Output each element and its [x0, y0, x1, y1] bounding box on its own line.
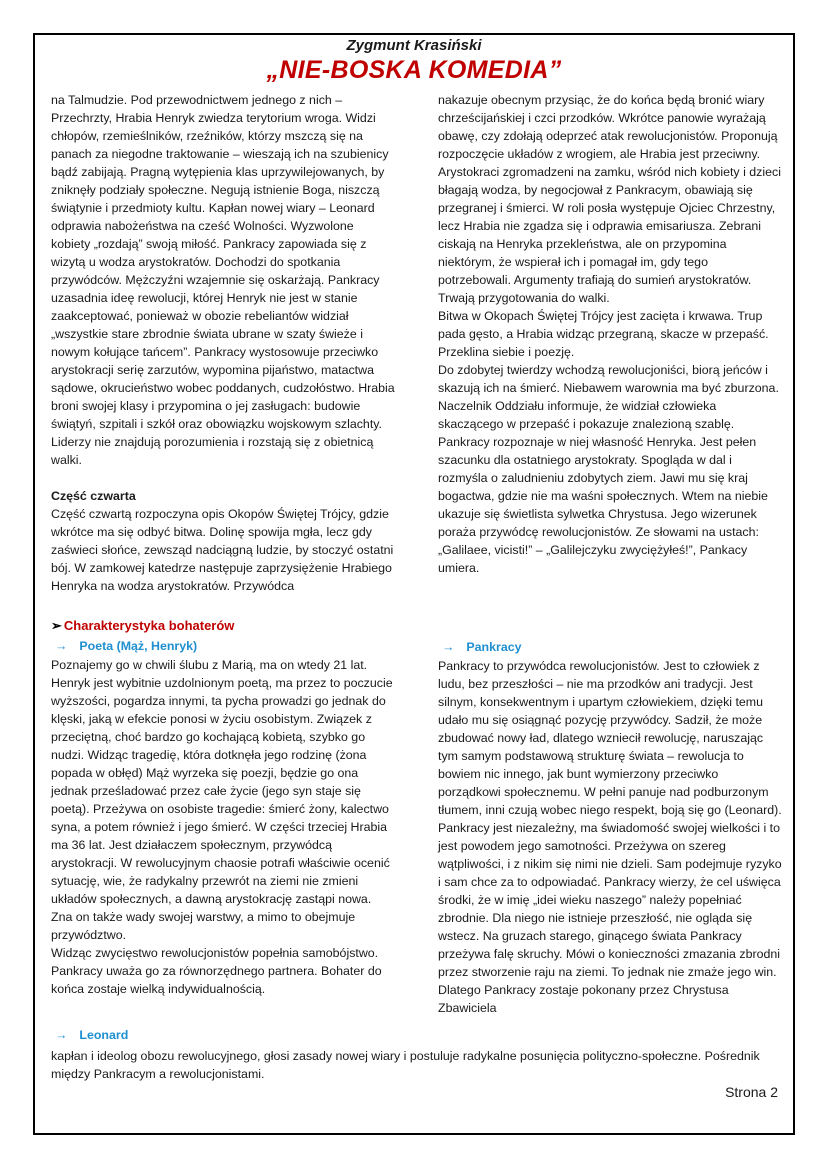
- right-arrow-icon: →: [55, 1028, 68, 1042]
- character-heading-label: Pankracy: [466, 640, 522, 654]
- paragraph: na Talmudzie. Pod przewodnictwem jednego z nich – Przechrzty, Hrabia Henryk zwiedza terytorium wroga. Widzi chłopów, rzemieślników, rzeźników, którzy mszczą się na panach za niegodne traktowanie – wieszają ich na szubienicy bądź zabijają. Pragną wytępienia klas uprzywilejowanych, by zniknęły podziały społeczne. Negują istnienie Boga, niszczą świątynie i przedmioty kultu. Kapłan nowej wiary – Leonard odprawia nabożeństwa na cześć Wolności. Wyzwolone kobiety „rozdają” swoją miłość. Pankracy zapowiada się z wizytą u wodza arystokratów. Dochodzi do spotkania przywódców. Mężczyźni wzajemnie się oskarżają. Pankracy uzasadnia ideę rewolucji, której Henryk nie jest w stanie zaakceptować, ponieważ w obozie rebeliantów widział „wszystkie stare zbrodnie świata ubrane w szaty świeże i nowym kołujące tańcem”. Pankracy wystosowuje przeciwko arystokracji serię zarzutów, wypomina pijaństwo, matactwa sądowe, okrucieństwo wobec poddanych, cudzołóstwo. Hrabia broni swojej klasy i przypomina o jej zasługach: budowie świątyń, szpitali i szkół oraz obowiązku wojskowym szlachty. Liderzy nie znajdują porozumienia i rozstają się z obietnicą walki.: [51, 93, 395, 467]
- author-name: Zygmunt Krasiński: [346, 37, 482, 54]
- leonard-section: [51, 1025, 781, 1095]
- character-heading-label: Leonard: [79, 1028, 129, 1042]
- character-heading-label: Poeta (Mąż, Henryk): [79, 639, 198, 653]
- paragraph: nakazuje obecnym przysiąc, że do końca będą bronić wiary chrześcijańskiej i czci przodków. Wkrótce panowie wyrażają obawę, czy zdołają odeprzeć atak rewolucjonistów. Proponują rozpoczęcie układów z wrogiem, ale Hrabia jest przeciwny.: [438, 93, 778, 161]
- characters-heading: [51, 616, 396, 636]
- right-column-top: [438, 91, 783, 577]
- right-arrow-icon: →: [55, 639, 68, 653]
- bullet-arrow-icon: ➢: [51, 618, 62, 633]
- paragraph: kapłan i ideolog obozu rewolucyjnego, głosi zasady nowej wiary i postuluje radykalne posunięcia polityczno-społeczne. Pośrednik między Pankracym a rewolucjonistami.: [51, 1049, 760, 1081]
- right-column-bottom: [438, 637, 783, 1017]
- paragraph: Arystokraci zgromadzeni na zamku, wśród nich kobiety i dzieci błagają wodza, by negocjował z Pankracym, obawiają się przegranej i śmierci. W roli posła występuje Ojciec Chrzestny, lecz Hrabia nie zgadza się i odprawia emisariusza. Zebrani ciskają na Henryka przekleństwa, ale on przypomina niektórym, że wspierał ich i pomagał im, gdy tego potrzebowali. Argumenty trafiają do sumień arystokratów. Trwają przygotowania do walki.: [438, 165, 781, 305]
- paragraph: Bitwa w Okopach Świętej Trójcy jest zacięta i krwawa. Trup pada gęsto, a Hrabia widząc przegraną, skacze w przepaść. Przeklina siebie i poezję.: [438, 309, 769, 359]
- characters-heading-label: Charakterystyka bohaterów: [63, 618, 235, 633]
- paragraph: Do zdobytej twierdzy wchodzą rewolucjoniści, biorą jeńców i skazują ich na śmierć. Niebawem warownia ma być zburzona. Naczelnik Oddziału informuje, że widział człowieka skaczącego w przepaść i pokazuje znalezioną szablę. Pankracy rozpoznaje w niej własność Henryka. Jest pełen szacunku dla ostatniego arystokraty. Spogląda w dal i rozmyśla o zaludnieniu zdobytych ziem. Jawi mu się kraj bogactwa, gdzie nie ma waśni społecznych. Wtem na niebie ukazuje się świetlista sylwetka Chrystusa. Jego wizerunek poraża przywódcę rewolucjonistów. Ze słowami na ustach: „Galilaee, vicisti!” – „Galilejczyku zwyciężyłeś!”, Pankacy umiera.: [438, 363, 779, 575]
- character-heading-leonard: [51, 1025, 781, 1045]
- character-heading-poeta: [51, 636, 396, 656]
- page-number: Strona 2: [725, 1084, 778, 1100]
- right-arrow-icon: →: [442, 640, 455, 654]
- paragraph: Pankracy to przywódca rewolucjonistów. Jest to człowiek z ludu, bez przeszłości – nie ma przodków ani tradycji. Jest silnym, konsekwentnym i upartym człowiekiem, dzięki temu udało mu się osiągnąć pozycję przywódcy. Sadził, że może zbudować nowy ład, dlatego wzniecił rewolucję, naruszając tym samym podstawową strukturę świata – rewolucja to bowiem nic innego, jak bunt wymierzony przeciwko porządkowi społecznemu. W pełni panuje nad podburzonym tłumem, inni czują wobec niego respekt, boją się go (Leonard). Pankracy jest niezależny, ma świadomość swojej wielkości i to jest powodem jego samotności. Przeżywa on szereg wątpliwości, i z nikim się nimi nie dzieli. Sam podejmuje ryzyko i sam chce za to odpowiadać. Pankracy wierzy, że cel uświęca środki, że w imię „idei wieku naszego” należy popełniać zbrodnie. Dla niego nie istnieje przeszłość, nie ogląda się wstecz. Na gruzach starego, ginącego świata Pankracy przeżywa falę skruchy. Mówi o konieczności zmazania zbrodni przez stworzenie raju na ziemi. To jednak nie zmaże jego win. Dlatego Pankracy zostaje pokonany przez Chrystusa Zbawiciela: [438, 659, 782, 1015]
- section-subheading: Część czwarta: [51, 489, 136, 503]
- paragraph: Poznajemy go w chwili ślubu z Marią, ma on wtedy 21 lat. Henryk jest wybitnie uzdolnionym poetą, ma przez to poczucie wyższości, pogardza innymi, ta pycha prowadzi go jednak do klęski, jaką w efekcie ponosi w życiu osobistym. Związek z przeciętną, choć bardzo go kochającą kobietą, szybko go nudzi. Widząc tragedię, która dotknęła jego rodzinę (żona popada w obłęd) Mąż wyrzeka się poezji, będzie go ona jednak prześladować przez całe życie (jego syn staje się poetą). Przeżywa on osobiste tragedie: śmierć żony, kalectwo syna, a potem również i jego śmierć. W części trzeciej Hrabia ma 36 lat. Jest działaczem społecznym, przywódcą arystokracji. W rewolucyjnym chaosie potrafi właściwie ocenić sytuację, wie, że radykalny przewrót na ziemi nie zmieni układów społecznych, a dawną arystokrację zastąpi nowa. Zna on także wady swojej warstwy, a mimo to obejmuje przywództwo.: [51, 658, 393, 942]
- character-heading-pankracy: [438, 637, 783, 657]
- paragraph: Widząc zwycięstwo rewolucjonistów popełnia samobójstwo. Pankracy uważa go za równorzędnego partnera. Bohater do końca zostaje wielką indywidualnością.: [51, 946, 382, 996]
- paragraph: Część czwartą rozpoczyna opis Okopów Świętej Trójcy, gdzie wkrótce ma się odbyć bitwa. Dolinę spowija mgła, lecz gdy zaświeci słońce, zewsząd nadciągną ludzie, by stoczyć ostatni bój. W zamkowej katedrze następuje zaprzysiężenie Hrabiego Henryka na wodza arystokratów. Przywódca: [51, 507, 394, 593]
- left-column-top: [51, 91, 396, 595]
- left-column-bottom: [51, 616, 396, 998]
- document-title: „NIE-BOSKA KOMEDIA”: [266, 56, 562, 84]
